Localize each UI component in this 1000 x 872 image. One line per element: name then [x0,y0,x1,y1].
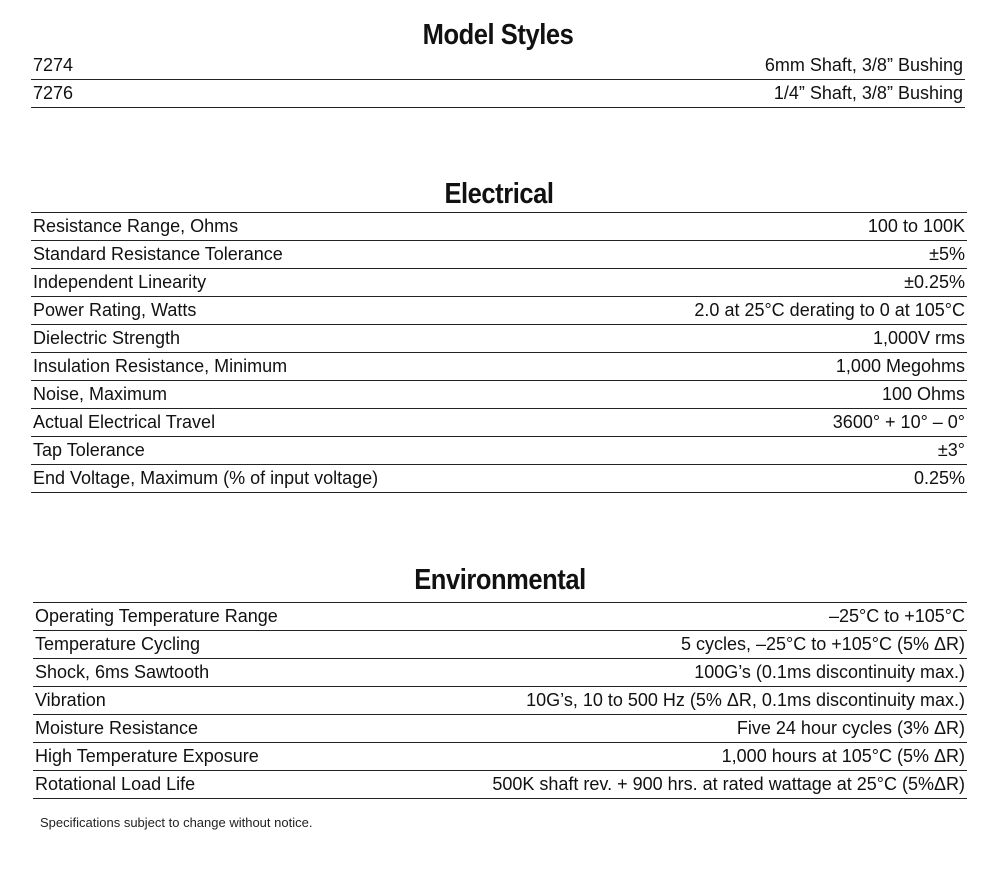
row-value: 1/4” Shaft, 3/8” Bushing [773,83,963,103]
row-label: Dielectric Strength [33,328,181,348]
row-label: High Temperature Exposure [35,746,259,766]
row-label: Moisture Resistance [35,718,199,738]
footnote: Specifications subject to change without notice. [40,815,313,830]
table-row [33,771,967,799]
row-label: Tap Tolerance [33,440,145,460]
table-row [31,465,967,493]
row-label: Vibration [35,690,106,710]
row-label: End Voltage, Maximum (% of input voltage) [33,468,379,488]
row-value: 1,000 hours at 105°C (5% ΔR) [721,746,965,766]
row-value: 2.0 at 25°C derating to 0 at 105°C [694,300,965,320]
row-value: ±5% [929,244,965,264]
row-label: Actual Electrical Travel [33,412,216,432]
row-label: Resistance Range, Ohms [33,216,239,236]
electrical-title: Electrical [444,178,554,210]
table-row [31,297,967,325]
table-row [31,353,967,381]
row-value: 3600° + 10° – 0° [832,412,965,432]
row-label: Temperature Cycling [35,634,201,654]
table-row [31,409,967,437]
row-label: 7274 [33,55,74,75]
model-styles-table [31,52,965,108]
row-value: 100 Ohms [881,384,965,404]
row-value: 0.25% [913,468,965,488]
row-value: 100 to 100K [867,216,965,236]
table-row [31,213,967,241]
table-row [33,603,967,631]
row-value: 1,000 Megohms [835,356,965,376]
row-value: –25°C to +105°C [829,606,965,626]
row-label: Shock, 6ms Sawtooth [35,662,210,682]
row-value: Five 24 hour cycles (3% ΔR) [736,718,965,738]
row-value: ±0.25% [904,272,965,292]
table-row [31,381,967,409]
row-value: 6mm Shaft, 3/8” Bushing [764,55,963,75]
row-value: 5 cycles, –25°C to +105°C (5% ΔR) [680,634,965,654]
table-row [33,715,967,743]
environmental-section [33,563,967,799]
table-row [31,241,967,269]
model-styles-section [31,18,965,108]
row-label: Insulation Resistance, Minimum [33,356,288,376]
table-row [31,437,967,465]
row-value: 1,000V rms [872,328,965,348]
row-value: 100G’s (0.1ms discontinuity max.) [694,662,965,682]
row-value: ±3° [937,440,965,460]
table-row [31,80,965,108]
row-value: 10G’s, 10 to 500 Hz (5% ΔR, 0.1ms discontinuity max.) [526,690,965,710]
table-row [31,52,965,80]
row-label: Operating Temperature Range [35,606,278,626]
table-row [31,269,967,297]
table-row [33,743,967,771]
environmental-title: Environmental [414,564,586,596]
electrical-table [31,212,967,493]
row-label: Rotational Load Life [35,774,196,794]
row-label: Noise, Maximum [33,384,168,404]
model-styles-title: Model Styles [422,19,574,51]
row-label: Standard Resistance Tolerance [33,244,283,264]
table-row [33,659,967,687]
table-row [33,687,967,715]
row-label: 7276 [33,83,74,103]
row-value: 500K shaft rev. + 900 hrs. at rated wattage at 25°C (5%ΔR) [492,774,965,794]
table-row [31,325,967,353]
electrical-section [31,177,967,493]
environmental-table [33,602,967,799]
table-row [33,631,967,659]
row-label: Independent Linearity [33,272,207,292]
row-label: Power Rating, Watts [33,300,197,320]
